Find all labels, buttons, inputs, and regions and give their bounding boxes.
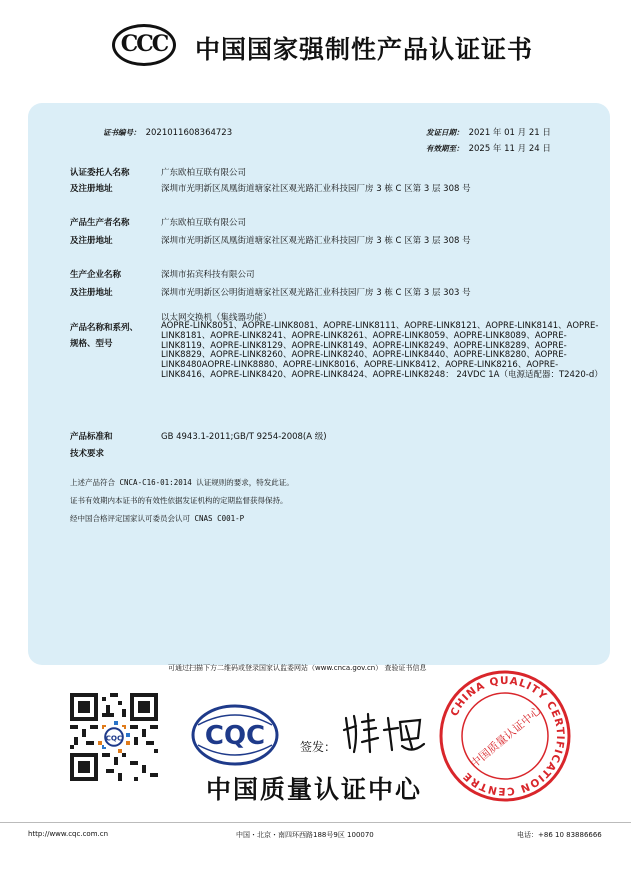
official-seal [437,668,573,804]
ccc-logo: CCC [112,24,176,66]
product-label: 产品名称和系列、 [70,323,139,333]
signature-label: 签发： [300,740,337,754]
seal-center-text: 中国质量认证中心 [468,703,544,771]
footer-address: 中国・北京・南四环西路188号9区 100070 [236,831,374,839]
factory-address: 深圳市光明新区公明街道塘家社区观光路汇业科技园厂房 3 栋 C 区第 3 层 303 号 [161,288,471,298]
svg-text:CQC: CQC [105,733,123,743]
standard-label: 产品标准和 [70,432,113,442]
verify-note: 可通过扫描下方二维码或登录国家认监委网站（www.cnca.gov.cn） 查验证书信息 [168,664,427,672]
footer-url[interactable]: http://www.cqc.com.cn [28,830,109,838]
factory-address-label: 及注册地址 [70,288,113,298]
expiry-date: 2025 年 11 月 24 日 [468,144,551,154]
applicant-name: 广东欧柏互联有限公司 [161,168,247,178]
seal-ring-text: CHINA QUALITY CERTIFICATION CENTRE [448,674,567,798]
manufacturer-label: 产品生产者名称 [70,218,130,228]
standard-req-label: 技术要求 [70,449,105,459]
cert-number-row [103,120,232,139]
footer-phone: 电话：+86 10 83886666 [517,831,602,839]
manufacturer-address-label: 及注册地址 [70,236,113,246]
factory-name: 深圳市拓宾科技有限公司 [161,270,255,280]
applicant-address: 深圳市光明新区凤凰街道塘家社区观光路汇业科技园厂房 3 栋 C 区第 3 层 308 号 [161,184,471,194]
signature-image [340,708,430,756]
issuer-name: 中国质量认证中心 [206,775,423,804]
applicant-address-label: 及注册地址 [70,184,113,194]
statement-3: 经中国合格评定国家认可委员会认可 CNAS C001-P [70,514,245,523]
statement-2: 证书有效期内本证书的有效性依据发证机构的定期监督获得保持。 [70,496,288,505]
cert-number-label: 证书编号： [103,128,141,137]
cert-number: 2021011608364723 [145,128,233,138]
qr-code[interactable] [70,693,158,781]
cqc-logo [190,703,280,767]
factory-label: 生产企业名称 [70,270,122,280]
issue-date-label: 发证日期： [426,128,464,137]
product-models: AOPRE-LINK8051、AOPRE-LINK8081、AOPRE-LINK8111、AOPRE-LINK8121、AOPRE-LINK8141、AOPRE-LINK8181、AOPRE-LINK8241、AOPRE-LINK8261、AOPRE-LINK8059、AOPRE-LINK8089、AOPRE-LINK8119、AOPRE-LINK8129、AOPRE-LINK8149、AOPRE-LINK8249、AOPRE-LINK8289、AOPRE-LINK8829、AOPRE-LINK8260、AOPRE-LINK8240、AOPRE-LINK8440、AOPRE-LINK8280、AOPRE-LINK8480AOPRE-LINK8880、AOPRE-LINK8016、AOPRE-LINK8412、AOPRE-LINK8216、AOPRE-LINK8416、AOPRE-LINK8420、AOPRE-LINK8424、AOPRE-LINK8248： 24VDC 1A（电源适配器：T2420-d） [161,321,603,380]
cqc-logo-text: CQC [204,721,266,751]
product-spec-label: 规格、型号 [70,339,113,349]
issue-date: 2021 年 01 月 21 日 [468,128,551,138]
manufacturer-name: 广东欧柏互联有限公司 [161,218,247,228]
footer-divider [0,822,631,823]
manufacturer-address: 深圳市光明新区凤凰街道塘家社区观光路汇业科技园厂房 3 栋 C 区第 3 层 308 号 [161,236,471,246]
certificate-title: 中国国家强制性产品认证证书 [195,35,534,64]
statement-1: 上述产品符合 CNCA-C16-01:2014 认证规则的要求，特发此证。 [70,478,294,487]
applicant-label: 认证委托人名称 [70,168,130,178]
expiry-date-row [426,136,551,155]
expiry-date-label: 有效期至： [426,144,464,153]
product-name: 以太网交换机（集线器功能） [161,313,272,323]
standard-value: GB 4943.1-2011;GB/T 9254-2008(A 级) [161,432,327,442]
